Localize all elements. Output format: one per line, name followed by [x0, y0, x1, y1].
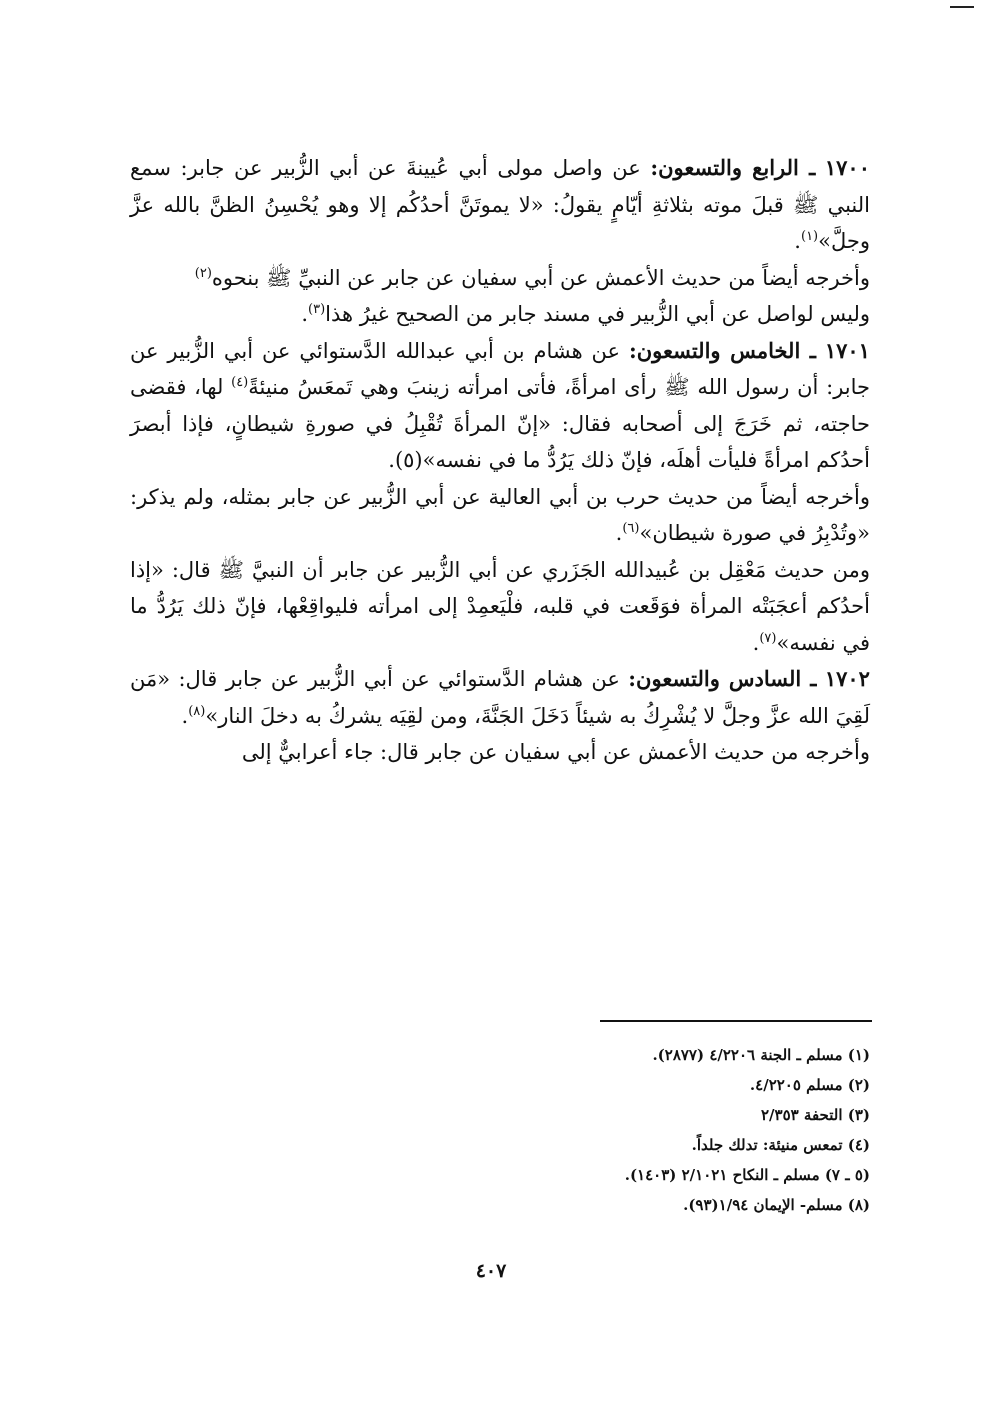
paragraph-text: عن هشام الدَّستوائي عن أبي الزُّبير عن جابر قال: «مَن لَقِيَ الله عزَّ وجلَّ لا يُشْرِكُ به شيئاً دَخَلَ الجَنَّةَ، ومن لقِيَه يشركُ به دخلَ النار» — [130, 667, 870, 728]
footnote-ref: (٦) — [622, 521, 640, 536]
paragraph-text: وأخرجه من حديث الأعمش عن أبي سفيان عن جابر قال: جاء أعرابيٌّ إلى — [241, 740, 870, 764]
paragraph-text: ومن حديث مَعْقِل بن عُبيدالله الجَزَري عن أبي الزُّبير عن جابر أن النبيَّ ﷺ قال: «إذا أحدُكم أعجَبَتْه المرأة فوَقَعت في قلبه، فلْيَعمِدْ إلى امرأته فليواقِعْها، فإنّ ذلك يَرُدُّ ما في نفسه» — [130, 557, 870, 655]
footnote-5-7: (٥ ـ ٧) مسلم ـ النكاح ٢/١٠٢١ (١٤٠٣). — [624, 1166, 870, 1184]
paragraph-1702 — [130, 661, 870, 734]
paragraph-bedouin — [130, 734, 870, 771]
paragraph-al-amash — [130, 260, 870, 297]
paragraph-end: . — [181, 703, 189, 728]
footnote-8: (٨) مسلم- الإيمان ١/٩٤(٩٣). — [683, 1196, 870, 1214]
footnote-1: (١) مسلم ـ الجنة ٤/٢٢٠٦ (٢٨٧٧). — [652, 1046, 870, 1064]
paragraph-end: . — [794, 229, 801, 253]
paragraph-end: . — [752, 630, 760, 655]
paragraph-text: وأخرجه أيضاً من حديث الأعمش عن أبي سفيان عن جابر عن النبيِّ ﷺ بنحوه — [211, 265, 870, 290]
page-number: ٤٠٧ — [475, 1260, 507, 1282]
paragraph-text: وأخرجه أيضاً من حديث حرب بن أبي العالية عن أبي الزُّبير عن جابر بمثله، ولم يذكر: «وتُدْبِرُ في صورة شيطان» — [130, 484, 870, 545]
hadith-number: ١٧٠٠ — [824, 155, 870, 180]
corner-mark — [950, 6, 974, 8]
footnote-ref: (٣) — [308, 302, 326, 317]
footnotes — [450, 1040, 870, 1220]
paragraph-end: لها، فقضى حاجته، ثم خَرَجَ إلى أصحابه فقال: «إنّ المرأةَ تُقْبِلُ في صورةِ شيطانٍ، فإذا أبصرَ أحدُكم امرأةً فليأت أهلَه، فإنّ ذلك يَرُدُّ ما في نفسه»(٥). — [130, 375, 870, 472]
hadith-number: ١٧٠١ — [824, 337, 870, 363]
footnote-ref: (٤) — [231, 375, 249, 390]
paragraph-harb — [130, 479, 870, 552]
paragraph-text: عن واصل مولى أبي عُيينةَ عن أبي الزُّبير عن جابر: سمع النبي ﷺ قبلَ موته بثلاثةِ أيّامٍ يقولُ: «لا يموتَنَّ أحدُكُم إلا وهو يُحْسِنُ الظنَّ بالله عزَّ وجلَّ» — [130, 156, 870, 253]
hadith-number: ١٧٠٢ — [824, 666, 870, 691]
paragraph-end: . — [615, 521, 623, 545]
paragraph-wasil — [130, 296, 870, 333]
paragraph-1701 — [130, 333, 870, 479]
paragraph-maqil — [130, 552, 870, 662]
footnote-3: (٣) التحفة ٢/٣٥٣ — [760, 1106, 870, 1124]
hadith-heading: ـ السادس والتسعون: — [628, 666, 817, 691]
footnote-divider — [600, 1020, 872, 1022]
paragraph-text: وليس لواصل عن أبي الزُّبير في مسند جابر من الصحيح غيرُ هذا — [325, 302, 870, 326]
main-text — [130, 150, 870, 771]
footnote-ref: (١) — [800, 229, 819, 244]
paragraph-end: . — [301, 302, 309, 326]
footnote-4: (٤) تمعس منيئة: تدلك جلداً. — [691, 1136, 870, 1154]
footnote-ref: (٨) — [188, 703, 206, 719]
footnote-ref: (٧) — [759, 630, 777, 646]
footnote-2: (٢) مسلم ٤/٢٢٠٥. — [749, 1076, 870, 1094]
hadith-heading: ـ الخامس والتسعون: — [628, 337, 816, 363]
paragraph-1700 — [130, 150, 870, 260]
footnote-ref: (٢) — [194, 265, 212, 281]
paragraph-text: عن هشام بن أبي عبدالله الدَّستوائي عن أبي الزُّبير عن جابر: أن رسول الله ﷺ رأى امرأةً، فأتى امرأته زينبَ وهي تَمعَسُ منيئةً — [130, 338, 871, 399]
hadith-heading: ـ الرابع والتسعون: — [650, 155, 816, 180]
